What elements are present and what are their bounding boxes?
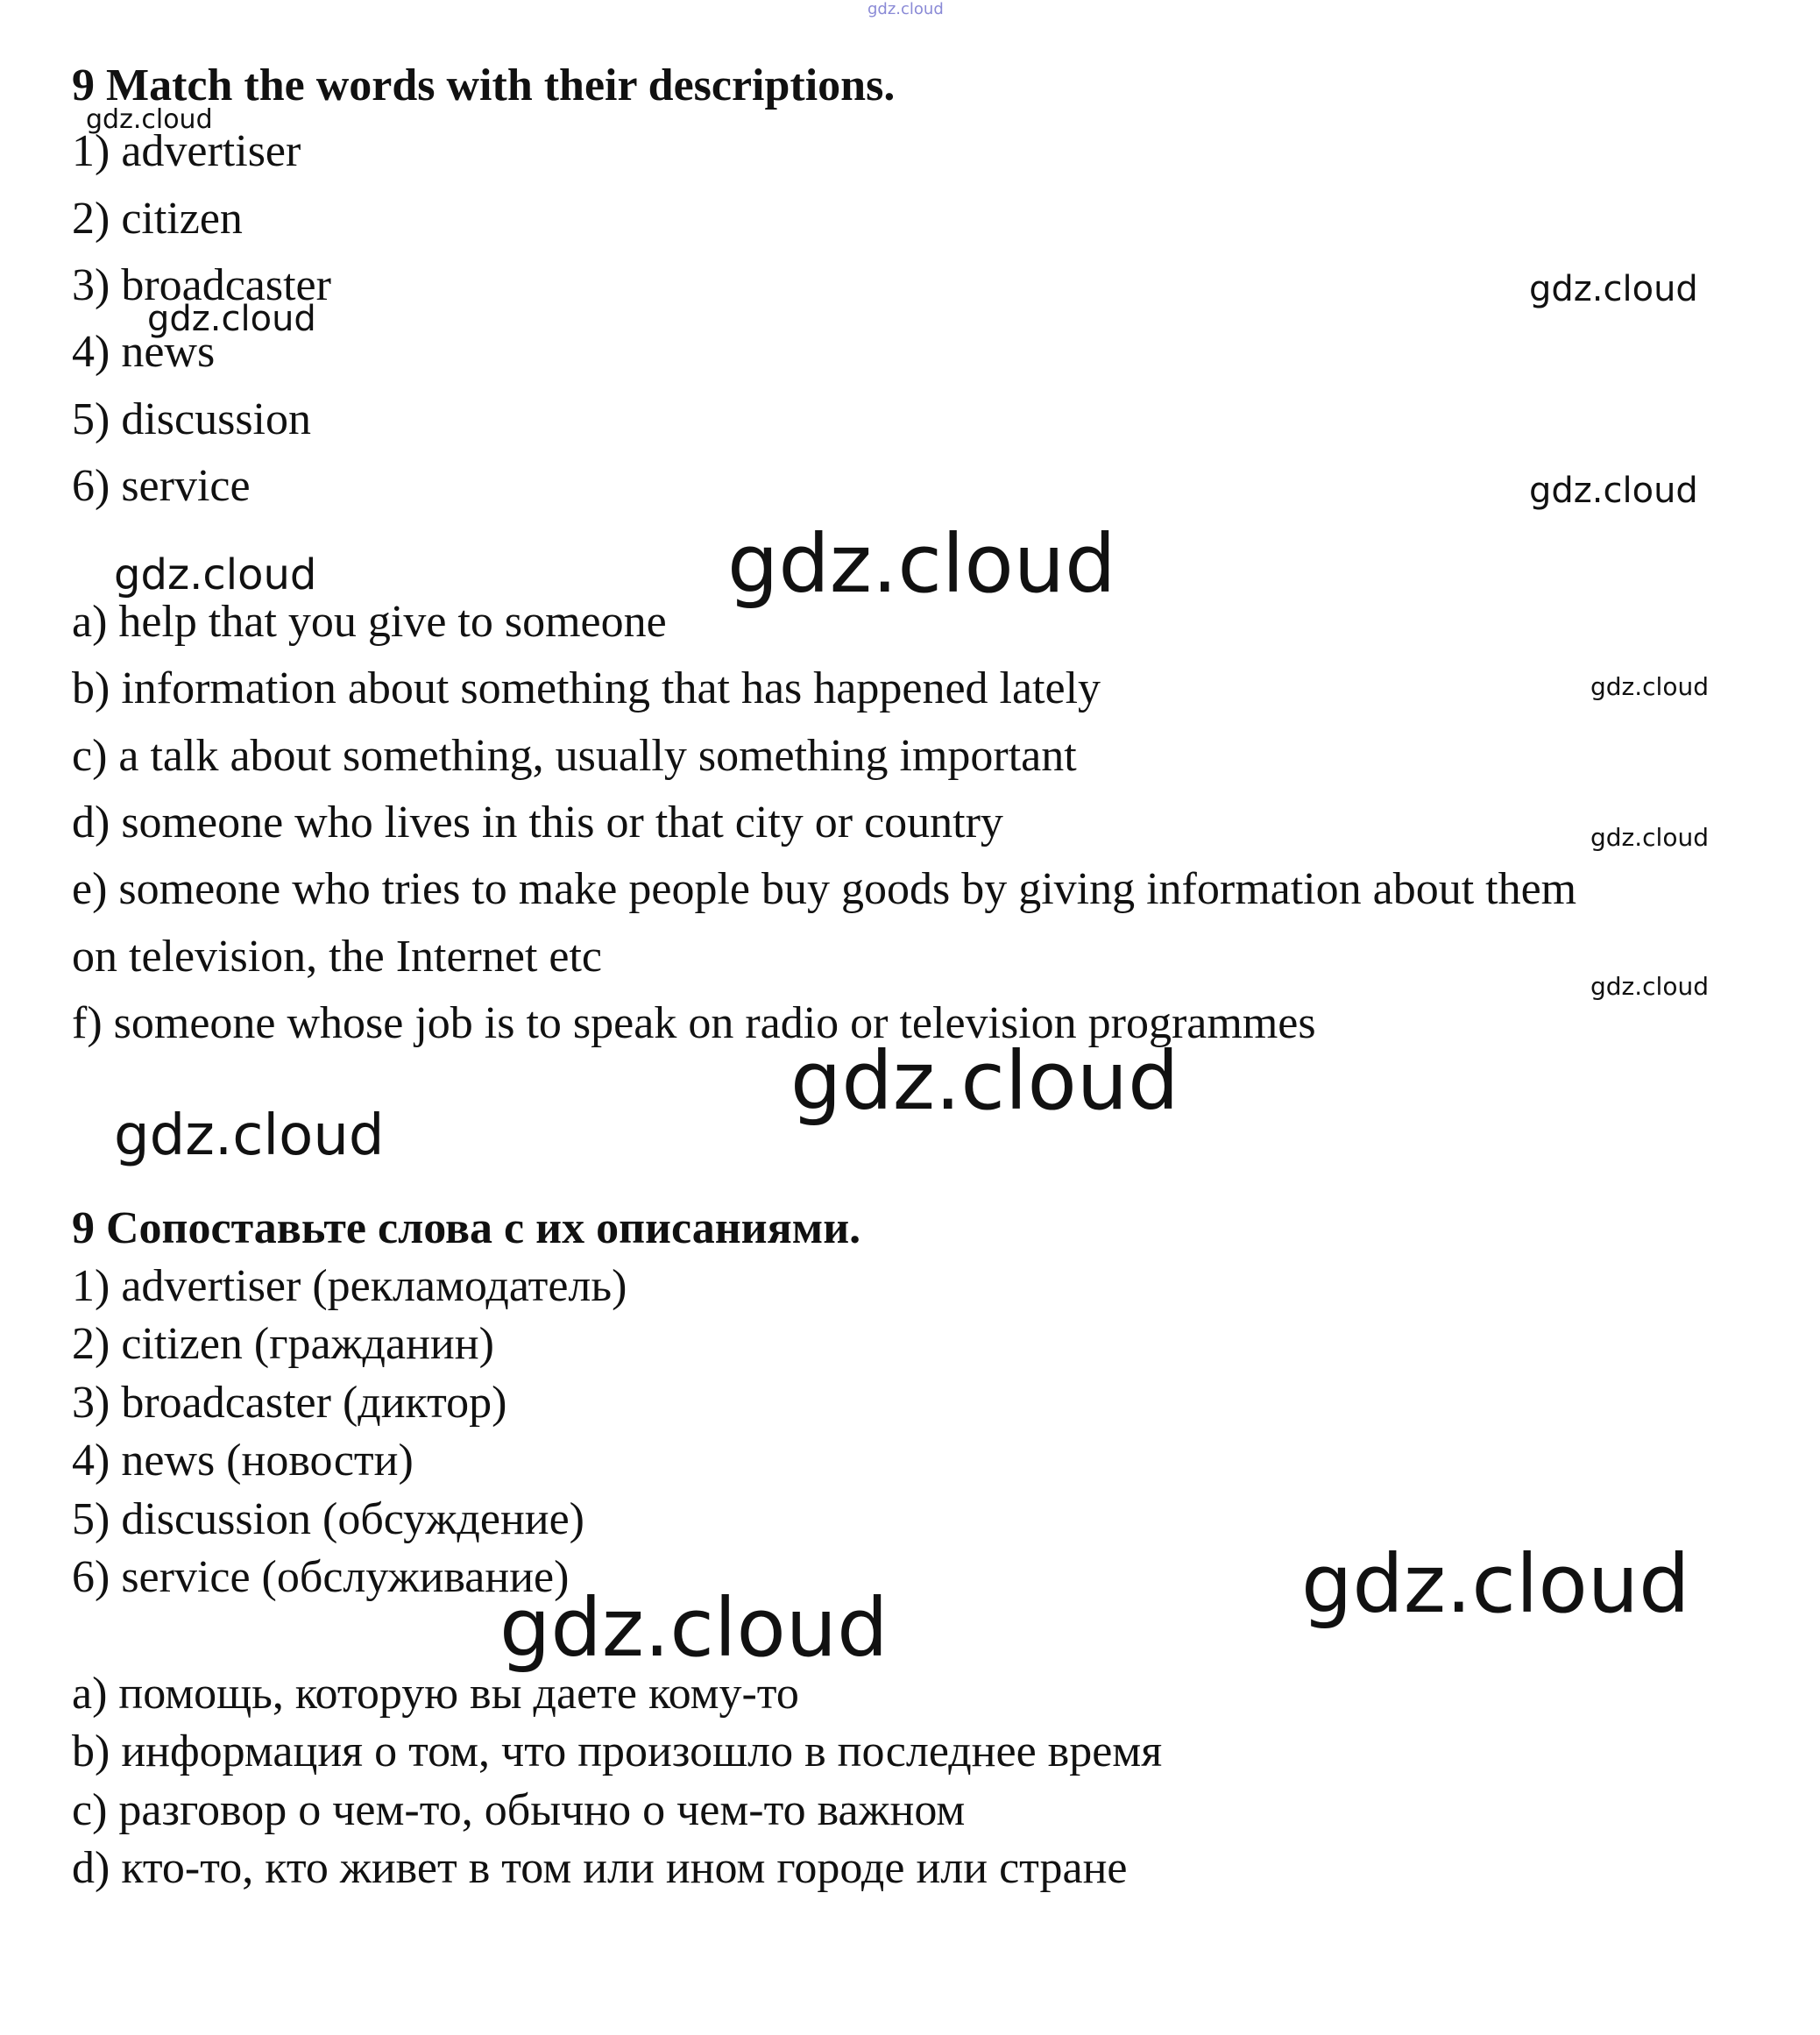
watermark: gdz.cloud — [1529, 471, 1698, 511]
russian-word-1: 1) advertiser (рекламодатель) — [72, 1261, 627, 1311]
russian-heading: 9 Сопоставьте слова с их описаниями. — [72, 1203, 861, 1253]
russian-description-b: b) информация о том, что произошло в последнее время — [72, 1727, 1163, 1776]
watermark: gdz.cloud — [1590, 972, 1709, 1001]
watermark-top: gdz.cloud — [868, 0, 944, 18]
russian-word-3: 3) broadcaster (диктор) — [72, 1378, 507, 1428]
english-description-c: c) a talk about something, usually something important — [72, 731, 1077, 781]
english-description-e-continued: on television, the Internet etc — [72, 932, 603, 982]
watermark: gdz.cloud — [114, 1103, 385, 1168]
watermark-large: gdz.cloud — [790, 1034, 1179, 1128]
russian-description-d: d) кто-то, кто живет в том или ином городе или стране — [72, 1843, 1128, 1893]
english-description-e: e) someone who tries to make people buy goods by giving information about them — [72, 864, 1577, 914]
russian-word-6: 6) service (обслуживание) — [72, 1552, 570, 1602]
russian-word-4: 4) news (новости) — [72, 1436, 414, 1485]
watermark: gdz.cloud — [86, 104, 213, 135]
russian-word-2: 2) citizen (гражданин) — [72, 1319, 494, 1369]
watermark: gdz.cloud — [147, 299, 316, 339]
watermark-large: gdz.cloud — [727, 517, 1116, 611]
watermark: gdz.cloud — [114, 550, 317, 599]
russian-description-c: c) разговор о чем-то, обычно о чем-то важном — [72, 1785, 966, 1835]
english-heading: 9 Match the words with their descriptions. — [72, 60, 896, 110]
english-description-d: d) someone who lives in this or that city or country — [72, 798, 1003, 847]
english-description-a: a) help that you give to someone — [72, 597, 667, 647]
english-word-6: 6) service — [72, 461, 251, 511]
english-description-f: f) someone whose job is to speak on radio or television programmes — [72, 998, 1316, 1048]
english-word-5: 5) discussion — [72, 394, 311, 444]
russian-word-5: 5) discussion (обсуждение) — [72, 1494, 584, 1544]
english-word-4: 4) news — [72, 327, 216, 377]
russian-description-a: a) помощь, которую вы даете кому-то — [72, 1669, 799, 1719]
watermark: gdz.cloud — [1590, 672, 1709, 701]
english-description-b: b) information about something that has happened lately — [72, 663, 1101, 713]
watermark: gdz.cloud — [1529, 269, 1698, 309]
english-word-2: 2) citizen — [72, 194, 243, 244]
watermark: gdz.cloud — [1590, 823, 1709, 852]
english-word-3: 3) broadcaster — [72, 260, 331, 310]
english-word-1: 1) advertiser — [72, 126, 301, 176]
watermark-large: gdz.cloud — [1301, 1537, 1690, 1631]
watermark-large: gdz.cloud — [499, 1581, 889, 1675]
